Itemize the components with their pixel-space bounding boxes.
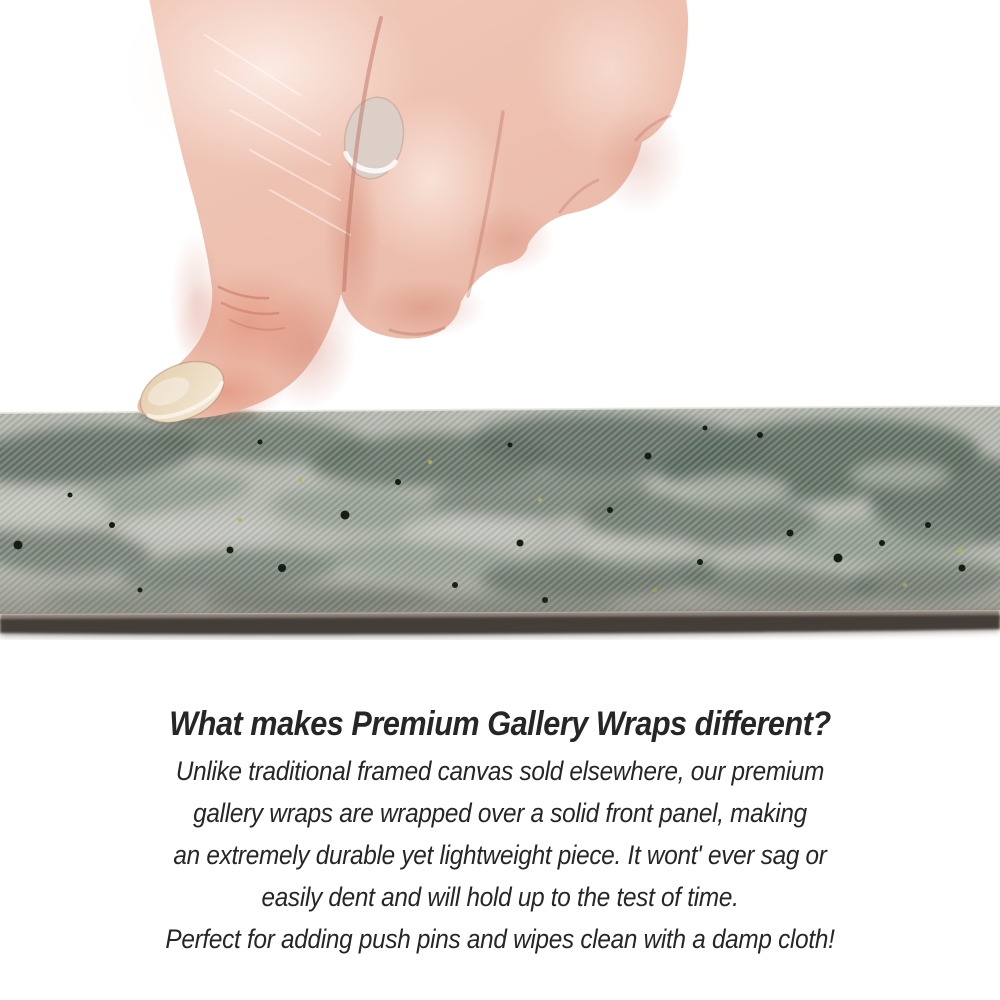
hand-thumb-press-photo [0, 0, 720, 432]
caption-title: What makes Premium Gallery Wraps different? [169, 705, 831, 743]
caption-block [50, 701, 950, 960]
caption-line: Perfect for adding push pins and wipes clean with a damp cloth! [165, 924, 835, 954]
caption-line: easily dent and will hold up to the test of time. [261, 882, 739, 912]
caption-line: Unlike traditional framed canvas sold elsewhere, our premium [175, 756, 825, 786]
caption-line: an extremely durable yet lightweight piece. It wont' ever sag or [173, 840, 827, 870]
caption-line: gallery wraps are wrapped over a solid front panel, making [193, 798, 807, 828]
canvas-fabric-texture [0, 400, 1000, 640]
caption-body [50, 750, 950, 960]
canvas-edge-strip-photo [0, 400, 1000, 640]
